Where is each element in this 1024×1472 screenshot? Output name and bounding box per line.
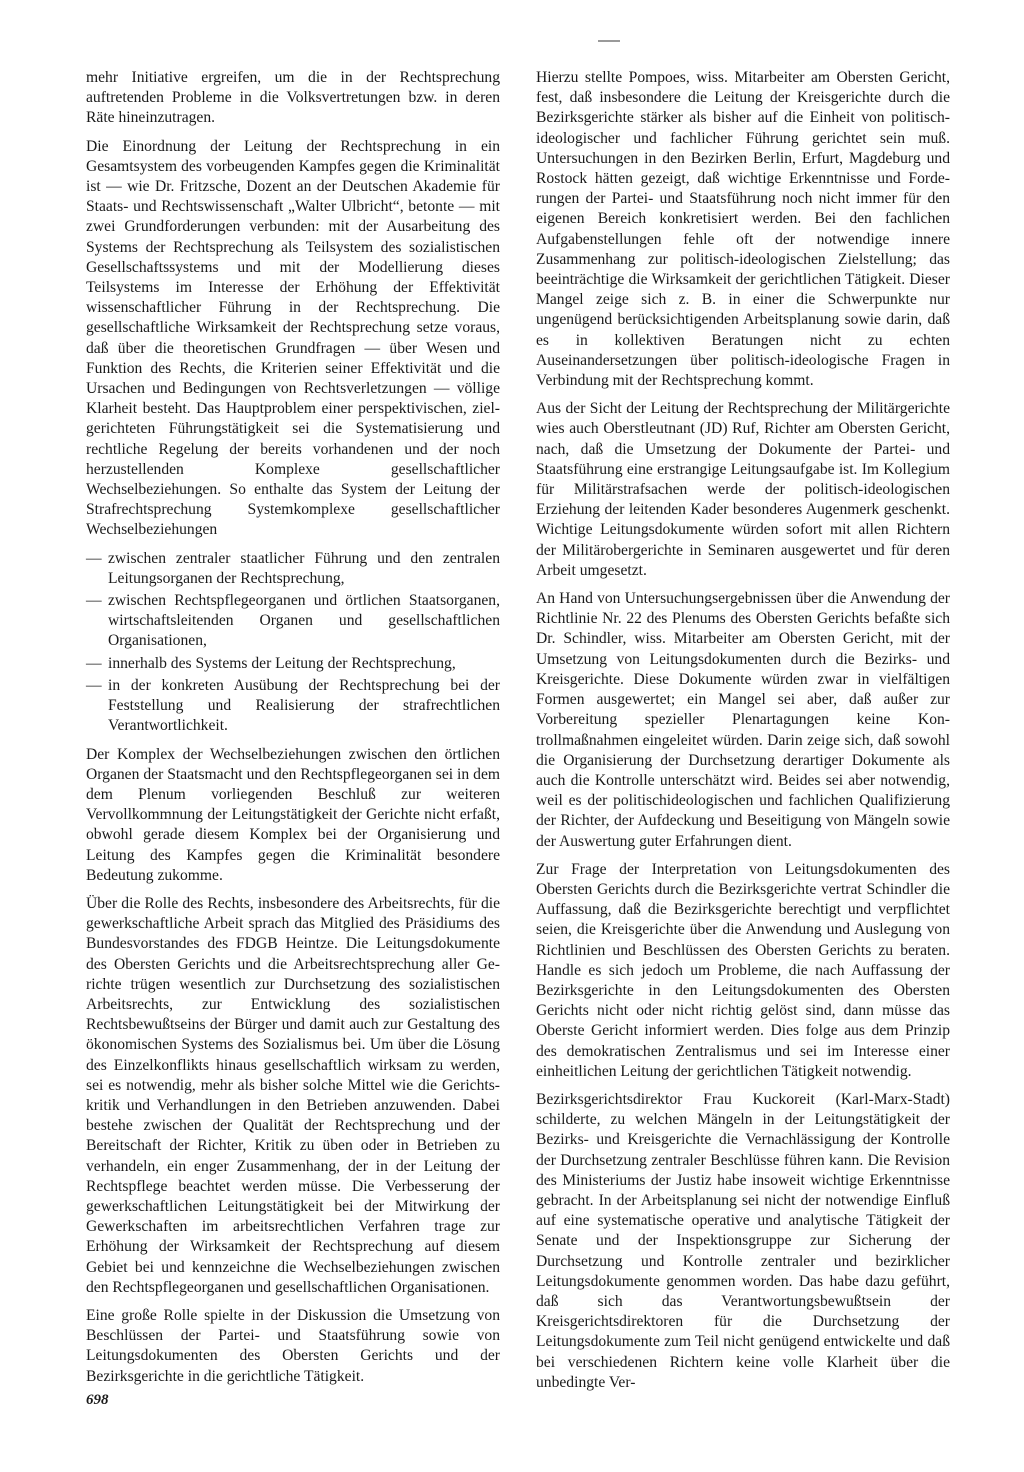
- paragraph: An Hand von Untersuchungsergebnissen über die Anwendung der Richtlinie Nr. 22 des Plenums des Obersten Gerichts befaßte sich Dr. Schindler, wiss. Mitarbeiter am Obersten Gericht, mit der Umsetzung von Leitungsdokumenten durch die Bezirks- und Kreisgerichte. Diese Dokumente würden zwar in vielfältigen Formen ausgewertet; ein Mangel sei aber, daß außer zur Vorbereitung spezieller Plenartagungen keine Kontrollmaßnahmen eingeleitet würden. Darin zeige sich, daß sowohl die Organisierung der Durchsetzung derartiger Dokumente als auch die Kontrolle unterschätzt wird. Beides sei aber notwendig, weil es der politischideologischen und fachlichen Qualifizierung der Richter, der Aufdeckung und Beseitigung von Mängeln sowie der Auswertung guter Erfahrungen dient.: [536, 590, 950, 850]
- list-item: — innerhalb des Systems der Leitung der Rechtsprechung,: [86, 654, 500, 674]
- paragraph: Eine große Rolle spielte in der Diskussion die Umsetzung von Beschlüssen der Partei- und Staatsführung sowie von Leitungsdokumenten des Obersten Gerichts und der Bezirksgerichte in die gerichtliche Tätigkeit.: [86, 1306, 500, 1385]
- dash-bullet: —: [86, 592, 102, 610]
- dash-list: [86, 549, 500, 737]
- dash-bullet: —: [86, 654, 102, 672]
- paragraph: Aus der Sicht der Leitung der Rechtsprechung der Militärgerichte wies auch Oberstleutnant (JD) Ruf, Richter am Obersten Gericht, nach, daß die Umsetzung der Dokumente der Partei- und Staatsführung eine erstrangige Leitungsaufgabe ist. Im Kollegium für Militärstrafsachen werde der politisch-ideologischen Erziehung der leitenden Kader besonderes Augenmerk geschenkt. Wichtige Leitungsdokumente würden sofort mit allen Richtern der Militärobergerichte in Seminaren ausgewertet und für deren Arbeit umgesetzt.: [536, 400, 950, 579]
- page-number: 698: [86, 1392, 109, 1408]
- paragraph: Die Einordnung der Leitung der Rechtsprechung in ein Gesamtsystem des vorbeugenden Kampfes gegen die Kriminalität ist — wie Dr. Fritzsche, Dozent an der Deutschen Akademie für Staats- und Rechtswissenschaft „Walter Ulbricht“, betonte — mit zwei Grundforderungen verbunden: mit der Ausarbeitung des Systems der Rechtsprechung als Teilsystem des sozialistischen Gesellschaftssystems und mit der Modellierung dieses Teilsystems im Interesse der Erhöhung der Effektivität wissenschaftlicher Führung in der Rechtsprechung. Die gesellschaftliche Wirksamkeit der Rechtsprechung setze voraus, daß über die theoretischen Grundfragen — über Wesen und Funktion des Rechts, die Kriterien seiner Effektivität und die Ursachen und Bedingungen von Rechtsverletzungen — völlige Klarheit besteht. Das Hauptproblem einer perspektivischen, zielgerichteten Führungstätigkeit sei die Systematisierung und rechtliche Regelung der bereits vorhandenen und der noch herzustellenden Komplexe gesellschaftlicher Wechselbeziehungen. So enthalte das System der Leitung der Strafrechtsprechung Systemkomplexe gesellschaftlicher Wechselbeziehungen: [86, 137, 500, 539]
- left-column: [86, 68, 500, 1395]
- dash-bullet: —: [86, 676, 102, 694]
- list-item: — in der konkreten Ausübung der Rechtsprechung bei der Feststellung und Realisierung der strafrechtlichen Verantwortlichkeit.: [86, 676, 500, 735]
- scan-mark: [598, 40, 620, 42]
- dash-bullet: —: [86, 549, 102, 567]
- paragraph: Über die Rolle des Rechts, insbesondere des Arbeitsrechts, für die gewerkschaftliche Arbeit sprach das Mitglied des Präsidiums des Bundesvorstandes des FDGB Heintze. Die Leitungsdokumente des Obersten Gerichts und die Arbeitsrechtsprechung aller Gerichte trügen wesentlich zur Durchsetzung des sozialistischen Arbeitsrechts, zur Entwicklung des sozialistischen Rechtsbewußtseins der Bürger und damit auch zur Gestaltung des ökonomischen Systems des Sozialismus bei. Um über die Lösung des Einzelkonflikts hinaus gesellschaftlich wirksam zu werden, sei es notwendig, mehr als bisher solche Mittel wie die Gerichtskritik und Verhandlungen in den Betrieben anzuwenden. Dabei bestehe zwischen der Qualität der Rechtsprechung und der Bereitschaft der Richter, Kritik zu üben oder in Betrieben zu verhandeln, ein enger Zusammenhang, der in der Leitung der Rechtspflege beachtet werden müsse. Die Verbesserung der gewerkschaftlichen Leitungstätigkeit bei der Mitwirkung der Gewerkschaften im arbeitsrechtlichen Verfahren trage zur Erhöhung der Wirksamkeit der Rechtsprechung auf diesem Gebiet bei und kennzeichne die Wechselbeziehungen zwischen den Rechtspflegeorganen und gesellschaftlichen Organisationen.: [86, 894, 500, 1296]
- right-column: [536, 68, 950, 1401]
- list-item: — zwischen Rechtspflegeorganen und örtlichen Staatsorganen, wirtschaftsleitenden Organen und gesellschaftlichen Organisationen,: [86, 592, 500, 650]
- paragraph: mehr Initiative ergreifen, um die in der Rechtsprechung auftretenden Probleme in die Volksvertretungen bzw. in deren Räte hineinzutragen.: [86, 69, 500, 127]
- paragraph: Zur Frage der Interpretation von Leitungsdokumenten des Obersten Gerichts durch die Bezirksgerichte vertrat Schindler die Auffassung, daß die Bezirksgerichte berechtigt und verpflichtet seien, die Kreisgerichte über die Anwendung und Auslegung von Richtlinien und Beschlüssen des Obersten Gerichts zu beraten. Handle es sich jedoch um Probleme, die nach Auffassung der Bezirksgerichte in den Leitungsdokumenten des Obersten Gerichts nicht oder nicht richtig gelöst sind, dann müsse das Oberste Gericht informiert werden. Dies folge aus dem Prinzip des demokratischen Zentralismus und sei im Interesse einer einheitlichen Leitung der gerichtlichen Tätigkeit notwendig.: [536, 860, 950, 1080]
- paragraph: Der Komplex der Wechselbeziehungen zwischen den örtlichen Organen der Staatsmacht und den Rechtspflegeorganen sei in dem dem Plenum vorliegenden Beschluß zur weiteren Vervollkommnung der Leitungstätigkeit der Gerichte nicht erfaßt, obwohl gerade diesem Komplex bei der Organisierung und Leitung des Kampfes gegen die Kriminalität besondere Bedeutung zukomme.: [86, 745, 500, 884]
- paragraph: Hierzu stellte Pompoes, wiss. Mitarbeiter am Obersten Gericht, fest, daß insbesondere die Leitung der Kreisgerichte durch die Bezirksgerichte stärker als bisher auf die Einheit von politisch-ideologischer und fachlicher Führung gerichtet sein muß. Untersuchungen in den Bezirken Berlin, Erfurt, Magdeburg und Rostock hätten gezeigt, daß wichtige Erkenntnisse und Forderungen der Partei- und Staatsführung noch nicht immer für den eigenen Bereich konkretisiert werden. Bei den fachlichen Aufgabenstellungen fehle oft der notwendige innere Zusammenhang zur politisch-ideologischen Zielstellung; das beeinträchtige die Wirksamkeit der gerichtlichen Tätigkeit. Dieser Mangel zeige sich z. B. in einer die Schwerpunkte nur ungenügend berücksichtigenden Arbeitsplanung sowie darin, daß es in kollektiven Beratungen nicht zu echten Auseinandersetzungen über politisch-ideologische Fragen in Verbindung mit der Rechtsprechung kommt.: [536, 69, 950, 390]
- list-item: — zwischen zentraler staatlicher Führung und den zentralen Leitungsorganen der Rechtsprechung,: [86, 549, 500, 587]
- paragraph: Bezirksgerichtsdirektor Frau Kuckoreit (Karl-Marx-Stadt) schilderte, zu welchen Mängeln in der Leitungstätigkeit der Bezirks- und Kreisgerichte die Vernachlässigung der Kontrolle der Durchsetzung zentraler Beschlüsse führen kann. Die Revision des Ministeriums der Justiz habe insoweit wichtige Erkenntnisse gebracht. In der Arbeitsplanung sei nicht der notwendige Einfluß auf eine systematische operative und analytische Tätigkeit der Senate und der Inspektionsgruppe zur Sicherung der Durchsetzung und Kontrolle zentraler und bezirklicher Leitungsdokumente genommen worden. Das habe dazu geführt, daß sich das Verantwortungsbewußtsein der Kreisgerichtsdirektoren für die Durchsetzung der Leitungsdokumente zum Teil nicht genügend entwickelte und daß bei verschiedenen Richtern keine volle Klarheit über die unbedingte Ver-: [536, 1090, 950, 1391]
